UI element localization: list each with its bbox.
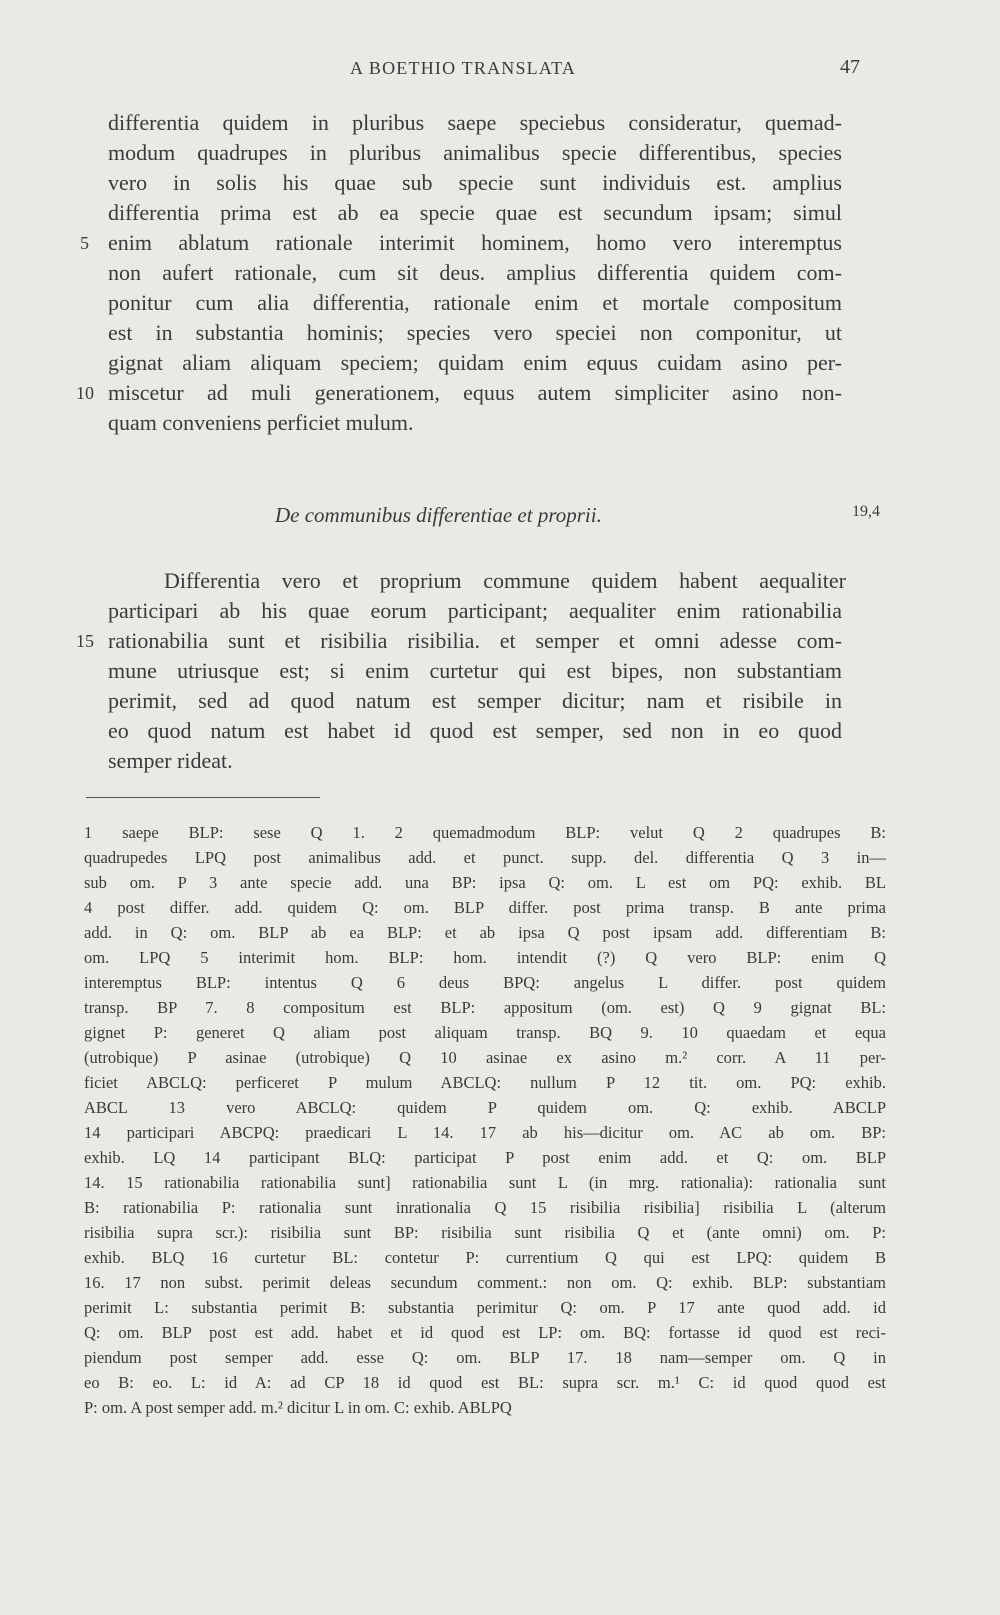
body-line: non aufert rationale, cum sit deus. amplius differentia quidem com-	[108, 260, 842, 285]
body-line: differentia quidem in pluribus saepe speciebus consideratur, quemad-	[108, 110, 842, 135]
body-line: semper rideat.	[108, 748, 233, 773]
apparatus-line: P: om. A post semper add. m.² dicitur L in om. C: exhib. ABLPQ	[84, 1398, 512, 1417]
footnote-rule	[86, 797, 320, 798]
body-line: enim ablatum rationale interimit hominem, homo vero interemptus	[108, 230, 842, 255]
body-line: rationabilia sunt et risibilia risibilia. et semper et omni adesse com-	[108, 628, 842, 653]
body-line: quam conveniens perficiet mulum.	[108, 410, 414, 435]
page-number: 47	[840, 56, 860, 78]
apparatus-line: add. in Q: om. BLP ab ea BLP: et ab ipsa Q post ipsam add. differentiam B:	[84, 923, 886, 942]
apparatus-line: ficiet ABCLQ: perficeret P mulum ABCLQ: nullum P 12 tit. om. PQ: exhib.	[84, 1073, 886, 1092]
body-line: gignat aliam aliquam speciem; quidam enim equus cuidam asino per-	[108, 350, 842, 375]
apparatus-line: sub om. P 3 ante specie add. una BP: ipsa Q: om. L est om PQ: exhib. BL	[84, 873, 886, 892]
body-line: miscetur ad muli generationem, equus autem simpliciter asino non-	[108, 380, 842, 405]
apparatus-line: interemptus BLP: intentus Q 6 deus BPQ: angelus L differ. post quidem	[84, 973, 886, 992]
apparatus-line: exhib. BLQ 16 curtetur BL: contetur P: currentium Q qui est LPQ: quidem B	[84, 1248, 886, 1267]
body-line: participari ab his quae eorum participant; aequaliter enim rationabilia	[108, 598, 842, 623]
apparatus-line: gignet P: generet Q aliam post aliquam transp. BQ 9. 10 quaedam et equa	[84, 1023, 886, 1042]
body-line: vero in solis his quae sub specie sunt individuis est. amplius	[108, 170, 842, 195]
apparatus-line: risibilia supra scr.): risibilia sunt BP: risibilia sunt risibilia Q et (ante omni) om. P:	[84, 1223, 886, 1242]
apparatus-line: Q: om. BLP post est add. habet et id quod est LP: om. BQ: fortasse id quod est reci-	[84, 1323, 886, 1342]
body-line: mune utriusque est; si enim curtetur qui est bipes, non substantiam	[108, 658, 842, 683]
apparatus-line: quadrupedes LPQ post animalibus add. et punct. supp. del. differentia Q 3 in—	[84, 848, 886, 867]
apparatus-line: 14. 15 rationabilia rationabilia sunt] rationabilia sunt L (in mrg. rationalia): rationalia sunt	[84, 1173, 886, 1192]
apparatus-line: 4 post differ. add. quidem Q: om. BLP differ. post prima transp. B ante prima	[84, 898, 886, 917]
apparatus-line: eo B: eo. L: id A: ad CP 18 id quod est BL: supra scr. m.¹ C: id quod quod est	[84, 1373, 886, 1392]
apparatus-line: perimit L: substantia perimit B: substantia perimitur Q: om. P 17 ante quod add. id	[84, 1298, 886, 1317]
body-line: perimit, sed ad quod natum est semper dicitur; nam et risibile in	[108, 688, 842, 713]
line-number: 15	[76, 631, 94, 651]
body-line: Differentia vero et proprium commune quidem habent aequaliter	[164, 568, 846, 593]
apparatus-line: exhib. LQ 14 participant BLQ: participat P post enim add. et Q: om. BLP	[84, 1148, 886, 1167]
running-head: A BOETHIO TRANSLATA	[350, 58, 577, 78]
apparatus-line: transp. BP 7. 8 compositum est BLP: appositum (om. est) Q 9 gignat BL:	[84, 998, 886, 1017]
section-heading: De communibus differentiae et proprii.	[275, 503, 602, 527]
apparatus-line: 14 participari ABCPQ: praedicari L 14. 17 ab his—dicitur om. AC ab om. BP:	[84, 1123, 886, 1142]
apparatus-line: 1 saepe BLP: sese Q 1. 2 quemadmodum BLP: velut Q 2 quadrupes B:	[84, 823, 886, 842]
apparatus-line: B: rationabilia P: rationalia sunt inrationalia Q 15 risibilia risibilia] risibilia L (alterum	[84, 1198, 886, 1217]
apparatus-line: 16. 17 non subst. perimit deleas secundum comment.: non om. Q: exhib. BLP: substantiam	[84, 1273, 886, 1292]
apparatus-line: om. LPQ 5 interimit hom. BLP: hom. intendit (?) Q vero BLP: enim Q	[84, 948, 886, 967]
body-line: eo quod natum est habet id quod est semper, sed non in eo quod	[108, 718, 842, 743]
margin-reference: 19,4	[852, 503, 880, 520]
line-number: 5	[80, 233, 89, 253]
body-line: differentia prima est ab ea specie quae est secundum ipsam; simul	[108, 200, 842, 225]
body-line: modum quadrupes in pluribus animalibus specie differentibus, species	[108, 140, 842, 165]
line-number: 10	[76, 383, 94, 403]
body-line: est in substantia hominis; species vero speciei non componitur, ut	[108, 320, 842, 345]
apparatus-line: (utrobique) P asinae (utrobique) Q 10 asinae ex asino m.² corr. A 11 per-	[84, 1048, 886, 1067]
apparatus-line: ABCL 13 vero ABCLQ: quidem P quidem om. Q: exhib. ABCLP	[84, 1098, 886, 1117]
apparatus-line: piendum post semper add. esse Q: om. BLP 17. 18 nam—semper om. Q in	[84, 1348, 886, 1367]
body-line: ponitur cum alia differentia, rationale enim et mortale compositum	[108, 290, 842, 315]
